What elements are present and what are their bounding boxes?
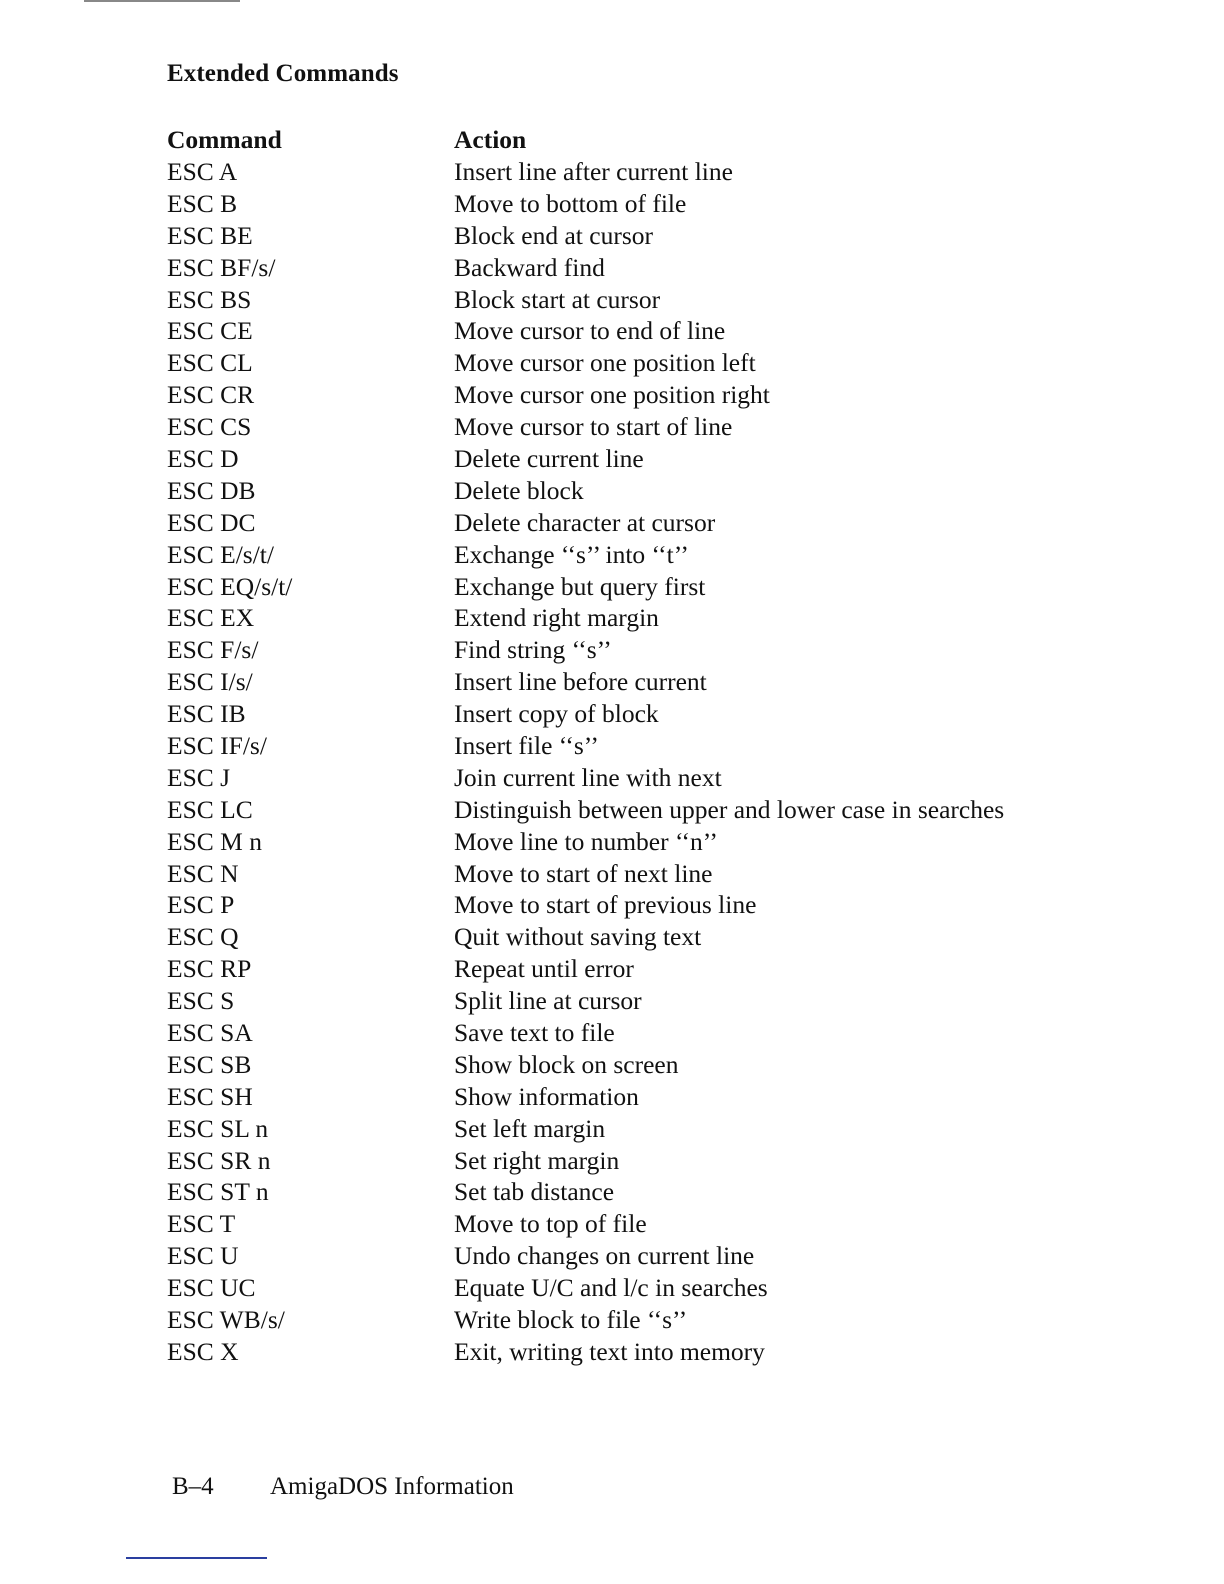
- action-cell: Set left margin: [454, 1113, 606, 1143]
- command-cell: ESC IB: [167, 699, 246, 729]
- action-cell: Repeat until error: [454, 954, 634, 984]
- table-row: [167, 666, 1004, 698]
- table-row: [167, 252, 1004, 284]
- command-cell: ESC IF/s/: [167, 730, 267, 760]
- action-cell: Block start at cursor: [454, 284, 661, 314]
- action-cell: Insert line after current line: [454, 156, 733, 186]
- table-row: [167, 507, 1004, 539]
- command-cell: ESC F/s/: [167, 635, 259, 665]
- action-cell: Delete current line: [454, 443, 644, 473]
- command-cell: ESC BS: [167, 284, 252, 314]
- action-cell: Exchange but query first: [454, 571, 706, 601]
- command-cell: ESC DC: [167, 507, 256, 537]
- command-cell: ESC UC: [167, 1273, 256, 1303]
- table-row: [167, 698, 1004, 730]
- command-cell: ESC WB/s/: [167, 1305, 285, 1334]
- action-cell: Move to top of file: [454, 1209, 647, 1239]
- table-row: [167, 858, 1004, 890]
- command-cell: ESC P: [167, 890, 235, 920]
- command-cell: ESC SR n: [167, 1145, 271, 1175]
- command-cell: ESC SA: [167, 1017, 253, 1047]
- action-cell: Move to start of previous line: [454, 890, 757, 920]
- table-row: [167, 1049, 1004, 1081]
- bottom-rule: [126, 1557, 267, 1559]
- command-column-header: Command: [167, 125, 282, 154]
- command-cell: ESC D: [167, 443, 239, 473]
- command-cell: ESC SL n: [167, 1113, 269, 1143]
- command-cell: ESC CL: [167, 348, 253, 378]
- action-cell: Exchange ‘‘s’’ into ‘‘t’’: [454, 539, 689, 569]
- action-cell: Block end at cursor: [454, 220, 653, 250]
- command-cell: ESC CS: [167, 412, 252, 442]
- page-number: B–4: [172, 1473, 214, 1500]
- action-cell: Quit without saving text: [454, 922, 702, 952]
- table-row: [167, 889, 1004, 921]
- table-row: [167, 826, 1004, 858]
- action-cell: Find string ‘‘s’’: [454, 635, 612, 665]
- command-cell: ESC CR: [167, 380, 255, 410]
- action-cell: Delete block: [454, 475, 584, 505]
- action-cell: Join current line with next: [454, 762, 722, 792]
- action-cell: Move cursor one position left: [454, 348, 756, 378]
- action-cell: Insert copy of block: [454, 699, 659, 729]
- table-row: [167, 475, 1004, 507]
- action-cell: Undo changes on current line: [454, 1241, 755, 1271]
- action-cell: Insert file ‘‘s’’: [454, 730, 599, 760]
- action-cell: Move cursor one position right: [454, 380, 770, 410]
- table-row: [167, 1304, 1004, 1336]
- section-title: Extended Commands: [167, 60, 399, 87]
- table-row: [167, 156, 1004, 188]
- table-row: [167, 634, 1004, 666]
- table-row: [167, 379, 1004, 411]
- action-cell: Move to bottom of file: [454, 188, 687, 218]
- table-row: [167, 1081, 1004, 1113]
- command-cell: ESC BF/s/: [167, 252, 276, 282]
- command-cell: ESC SH: [167, 1081, 253, 1111]
- command-cell: ESC E/s/t/: [167, 539, 274, 569]
- table-row: [167, 953, 1004, 985]
- command-cell: ESC RP: [167, 954, 252, 984]
- table-row: [167, 443, 1004, 475]
- table-row: [167, 985, 1004, 1017]
- table-row: [167, 730, 1004, 762]
- command-cell: ESC A: [167, 156, 238, 186]
- action-cell: Set right margin: [454, 1145, 620, 1175]
- action-cell: Distinguish between upper and lower case in searches: [454, 794, 1005, 824]
- table-row: [167, 602, 1004, 634]
- command-cell: ESC EQ/s/t/: [167, 571, 293, 601]
- table-row: [167, 762, 1004, 794]
- action-cell: Exit, writing text into memory: [454, 1336, 765, 1366]
- action-cell: Move to start of next line: [454, 858, 713, 888]
- action-cell: Move line to number ‘‘n’’: [454, 826, 718, 856]
- table-header: [167, 124, 1004, 156]
- command-cell: ESC N: [167, 858, 239, 888]
- action-cell: Move cursor to end of line: [454, 316, 726, 346]
- table-row: [167, 794, 1004, 826]
- table-row: [167, 188, 1004, 220]
- command-cell: ESC BE: [167, 220, 253, 250]
- action-column-header: Action: [454, 125, 527, 154]
- action-cell: Move cursor to start of line: [454, 412, 733, 442]
- table-row: [167, 1017, 1004, 1049]
- action-cell: Delete character at cursor: [454, 507, 716, 537]
- command-cell: ESC ST n: [167, 1177, 269, 1207]
- command-cell: ESC S: [167, 986, 235, 1016]
- command-cell: ESC SB: [167, 1049, 252, 1079]
- command-cell: ESC B: [167, 188, 238, 218]
- top-rule: [84, 0, 240, 2]
- action-cell: Split line at cursor: [454, 986, 642, 1016]
- action-cell: Set tab distance: [454, 1177, 615, 1207]
- table-row: [167, 921, 1004, 953]
- footer-title: AmigaDOS Information: [270, 1473, 514, 1500]
- command-cell: ESC EX: [167, 603, 255, 633]
- table-row: [167, 1240, 1004, 1272]
- action-cell: Extend right margin: [454, 603, 659, 633]
- table-row: [167, 1208, 1004, 1240]
- action-cell: Show block on screen: [454, 1049, 679, 1079]
- command-cell: ESC CE: [167, 316, 253, 346]
- action-cell: Insert line before current: [454, 667, 707, 697]
- command-cell: ESC T: [167, 1209, 236, 1239]
- table-row: [167, 1177, 1004, 1209]
- command-cell: ESC X: [167, 1336, 239, 1366]
- table-row: [167, 315, 1004, 347]
- table-row: [167, 411, 1004, 443]
- action-cell: Show information: [454, 1081, 639, 1111]
- table-row: [167, 284, 1004, 316]
- command-cell: ESC M n: [167, 826, 262, 856]
- command-cell: ESC LC: [167, 794, 253, 824]
- command-cell: ESC DB: [167, 475, 256, 505]
- table-row: [167, 539, 1004, 571]
- action-cell: Write block to file ‘‘s’’: [454, 1305, 688, 1334]
- table-row: [167, 1336, 1004, 1368]
- command-cell: ESC U: [167, 1241, 239, 1271]
- table-row: [167, 1272, 1004, 1304]
- table-body: [167, 156, 1004, 1368]
- table-row: [167, 1113, 1004, 1145]
- table-row: [167, 220, 1004, 252]
- command-cell: ESC J: [167, 762, 231, 792]
- table-row: [167, 347, 1004, 379]
- table-row: [167, 1145, 1004, 1177]
- command-cell: ESC Q: [167, 922, 239, 952]
- table-row: [167, 571, 1004, 603]
- page-footer: [172, 1473, 514, 1501]
- action-cell: Equate U/C and l/c in searches: [454, 1273, 768, 1303]
- action-cell: Save text to file: [454, 1017, 615, 1047]
- commands-table: [167, 124, 1004, 1368]
- action-cell: Backward find: [454, 252, 605, 282]
- command-cell: ESC I/s/: [167, 667, 253, 697]
